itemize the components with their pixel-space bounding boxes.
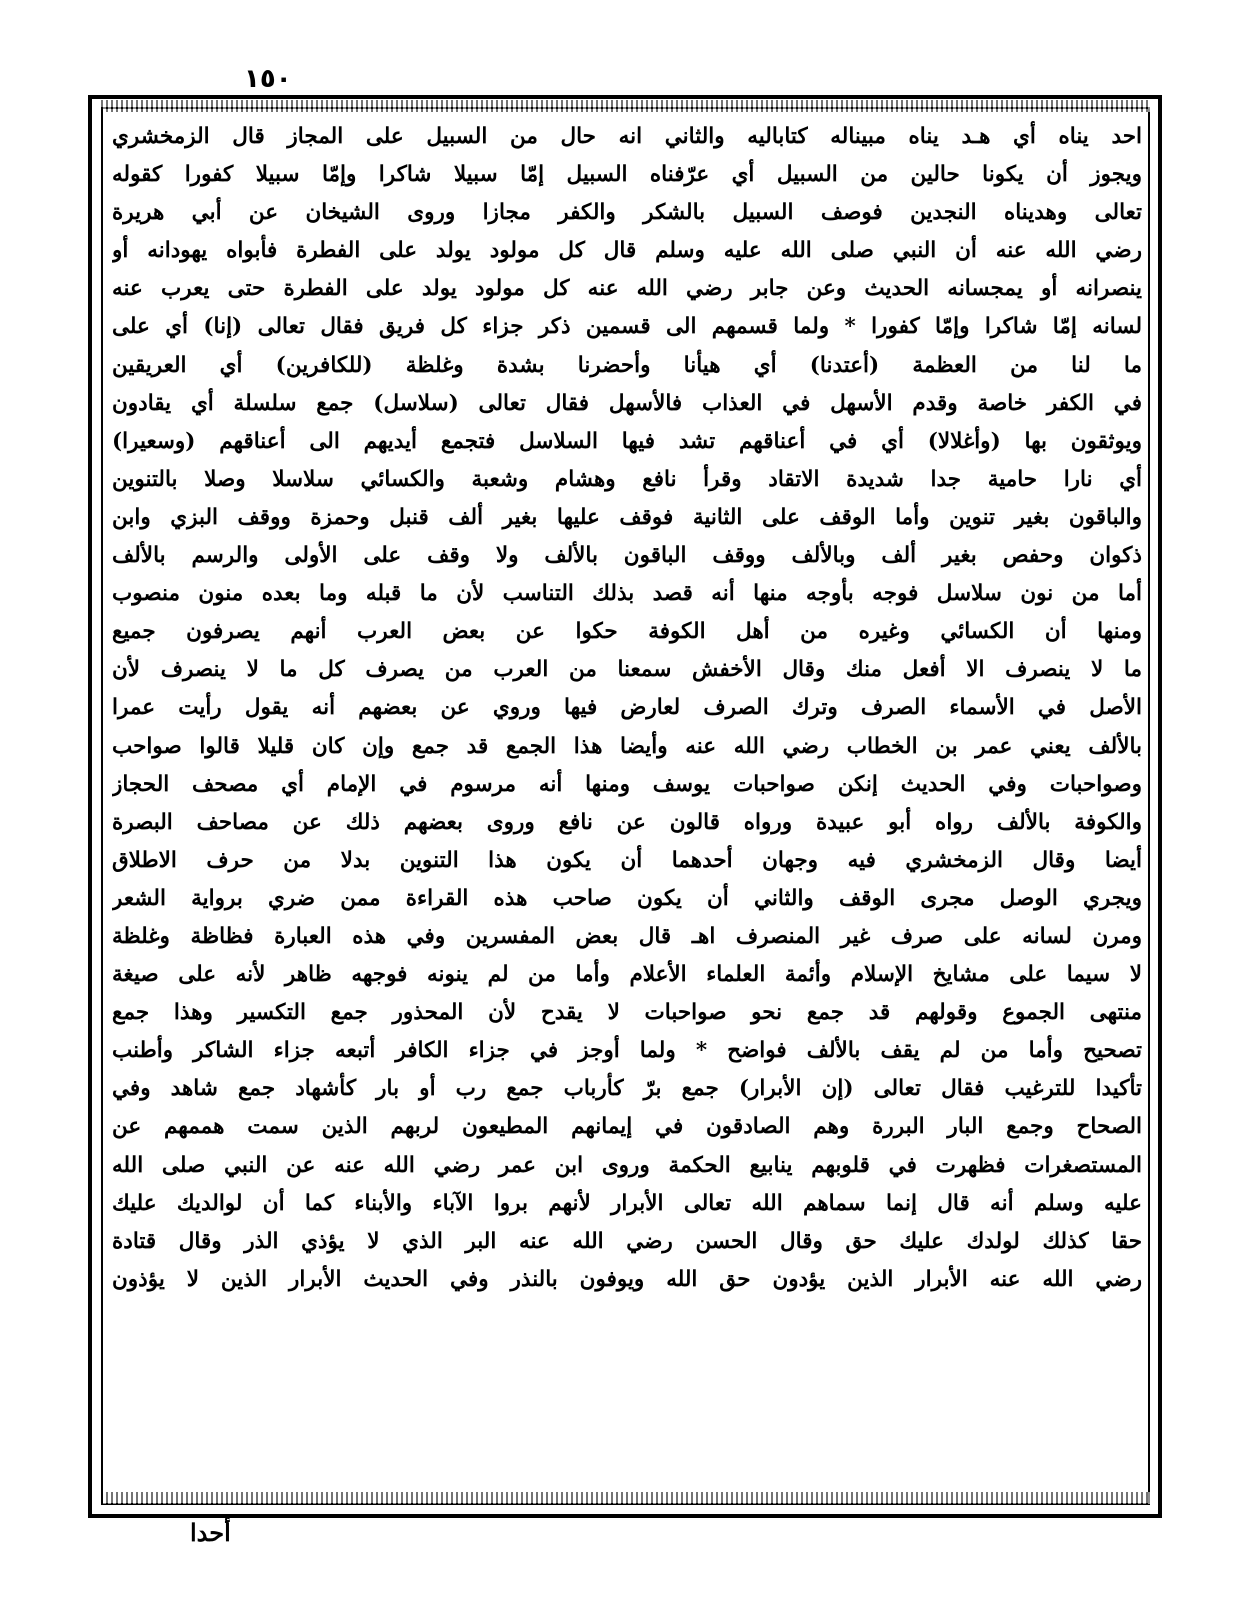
- text-line: عليه وسلم أنه قال إنما سماهم الله تعالى الأبرار لأنهم بروا الآباء والأبناء كما أن لوالديك عليك: [112, 1190, 1142, 1216]
- text-line: أي نارا حامية جدا شديدة الاتقاد وقرأ نافع وهشام وشعبة والكسائي سلاسلا وصلا بالتنوين: [112, 466, 1142, 492]
- text-line: ما لا ينصرف الا أفعل منك وقال الأخفش سمعنا من العرب من يصرف كل ما لا ينصرف لأن: [112, 657, 1142, 683]
- text-line: ينصرانه أو يمجسانه الحديث وعن جابر رضي الله عنه كل مولود يولد على الفطرة حتى يعرب عنه: [112, 276, 1142, 302]
- text-line: الصحاح وجمع البار البررة وهم الصادقون في إيمانهم المطيعون لربهم الذين سمت هممهم عن: [112, 1114, 1142, 1140]
- page-border-texture-top: [101, 100, 1150, 112]
- text-line: أما من نون سلاسل فوجه بأوجه منها أنه قصد بذلك التناسب لأن ما قبله وما بعده منون منصوب: [112, 581, 1142, 607]
- text-line: ويجوز أن يكونا حالين من السبيل أي عرّفناه السبيل إمّا سبيلا شاكرا وإمّا سبيلا كفورا كقوله: [112, 162, 1142, 188]
- page-border-texture-bottom: [101, 1492, 1150, 1504]
- text-line: وصواحبات وفي الحديث إنكن صواحبات يوسف ومنها أنه مرسوم في الإمام أي مصحف الحجاز: [112, 771, 1142, 797]
- text-line: حقا كذلك لولدك عليك حق وقال الحسن رضي الله عنه البر الذي لا يؤذي الذر وقال قتادة: [112, 1228, 1142, 1254]
- text-line: بالألف يعني عمر بن الخطاب رضي الله عنه وأيضا هذا الجمع قد جمع وإن كان قليلا قالوا صواحب: [112, 733, 1142, 759]
- text-line: تعالى وهديناه النجدين فوصف السبيل بالشكر والكفر مجازا وروى الشيخان عن أبي هريرة: [112, 200, 1142, 226]
- manuscript-text-block: [112, 118, 1142, 1490]
- page-number: ١٥٠: [244, 64, 292, 94]
- text-line: تأكيدا للترغيب فقال تعالى (إن الأبرار) جمع برّ كأرباب جمع رب أو بار كأشهاد جمع شاهد وفي: [112, 1076, 1142, 1102]
- text-line: في الكفر خاصة وقدم الأسهل في العذاب فالأسهل فقال تعالى (سلاسل) جمع سلسلة أي يقادون: [112, 390, 1142, 416]
- text-line: منتهى الجموع وقولهم قد جمع نحو صواحبات لا يقدح لأن المحذور جمع التكسير وهذا جمع: [112, 1000, 1142, 1026]
- text-line: رضي الله عنه أن النبي صلى الله عليه وسلم قال كل مولود يولد على الفطرة فأبواه يهودانه أو: [112, 238, 1142, 264]
- text-line: لا سيما على مشايخ الإسلام وأئمة العلماء الأعلام وأما من لم ينونه فوجهه ظاهر لأنه على صيغة: [112, 962, 1142, 988]
- text-line: لسانه إمّا شاكرا وإمّا كفورا * ولما قسمهم الى قسمين ذكر جزاء كل فريق فقال تعالى (إنا) أي على: [112, 314, 1142, 340]
- text-line: ومرن لسانه على صرف غير المنصرف اهـ قال بعض المفسرين وفي هذه العبارة فظاظة وغلظة: [112, 923, 1142, 949]
- catchword: أحدا: [190, 1518, 231, 1547]
- text-line: والكوفة بالألف رواه أبو عبيدة ورواه قالون عن نافع وروى بعضهم ذلك عن مصاحف البصرة: [112, 809, 1142, 835]
- text-line: والباقون بغير تنوين وأما الوقف على الثانية فوقف عليها بغير ألف قنبل وحمزة ووقف البزي وابن: [112, 504, 1142, 530]
- text-line: المستصغرات فظهرت في قلوبهم ينابيع الحكمة وروى ابن عمر رضي الله عنه عن النبي صلى الله: [112, 1152, 1142, 1178]
- text-line: ويوثقون بها (وأغلالا) أي في أعناقهم تشد فيها السلاسل فتجمع أيديهم الى أعناقهم (وسعيرا): [112, 428, 1142, 454]
- text-line: ومنها أن الكسائي وغيره من أهل الكوفة حكوا عن بعض العرب أنهم يصرفون جميع: [112, 619, 1142, 645]
- text-line: احد يناه أي هـد يناه مبيناله كتاباليه والثاني انه حال من السبيل على المجاز قال الزمخشري: [112, 124, 1142, 149]
- text-line: ذكوان وحفص بغير ألف وبالألف ووقف الباقون بالألف ولا وقف على الأولى والرسم بالألف: [112, 543, 1142, 569]
- text-line: رضي الله عنه الأبرار الذين يؤدون حق الله ويوفون بالنذر وفي الحديث الأبرار الذين لا يؤذون: [112, 1266, 1142, 1292]
- text-line: تصحيح وأما من لم يقف بالألف فواضح * ولما أوجز في جزاء الكافر أتبعه جزاء الشاكر وأطنب: [112, 1038, 1142, 1064]
- text-line: ما لنا من العظمة (أعتدنا) أي هيأنا وأحضرنا بشدة وغلظة (للكافرين) أي العريقين: [112, 352, 1142, 378]
- text-line: ويجري الوصل مجرى الوقف والثاني أن يكون صاحب هذه القراءة ممن ضري برواية الشعر: [112, 885, 1142, 911]
- text-line: الأصل في الأسماء الصرف وترك الصرف لعارض فيها وروي عن بعضهم أنه يقول رأيت عمرا: [112, 695, 1142, 721]
- text-line: أيضا وقال الزمخشري فيه وجهان أحدهما أن يكون هذا التنوين بدلا من حرف الاطلاق: [112, 847, 1142, 873]
